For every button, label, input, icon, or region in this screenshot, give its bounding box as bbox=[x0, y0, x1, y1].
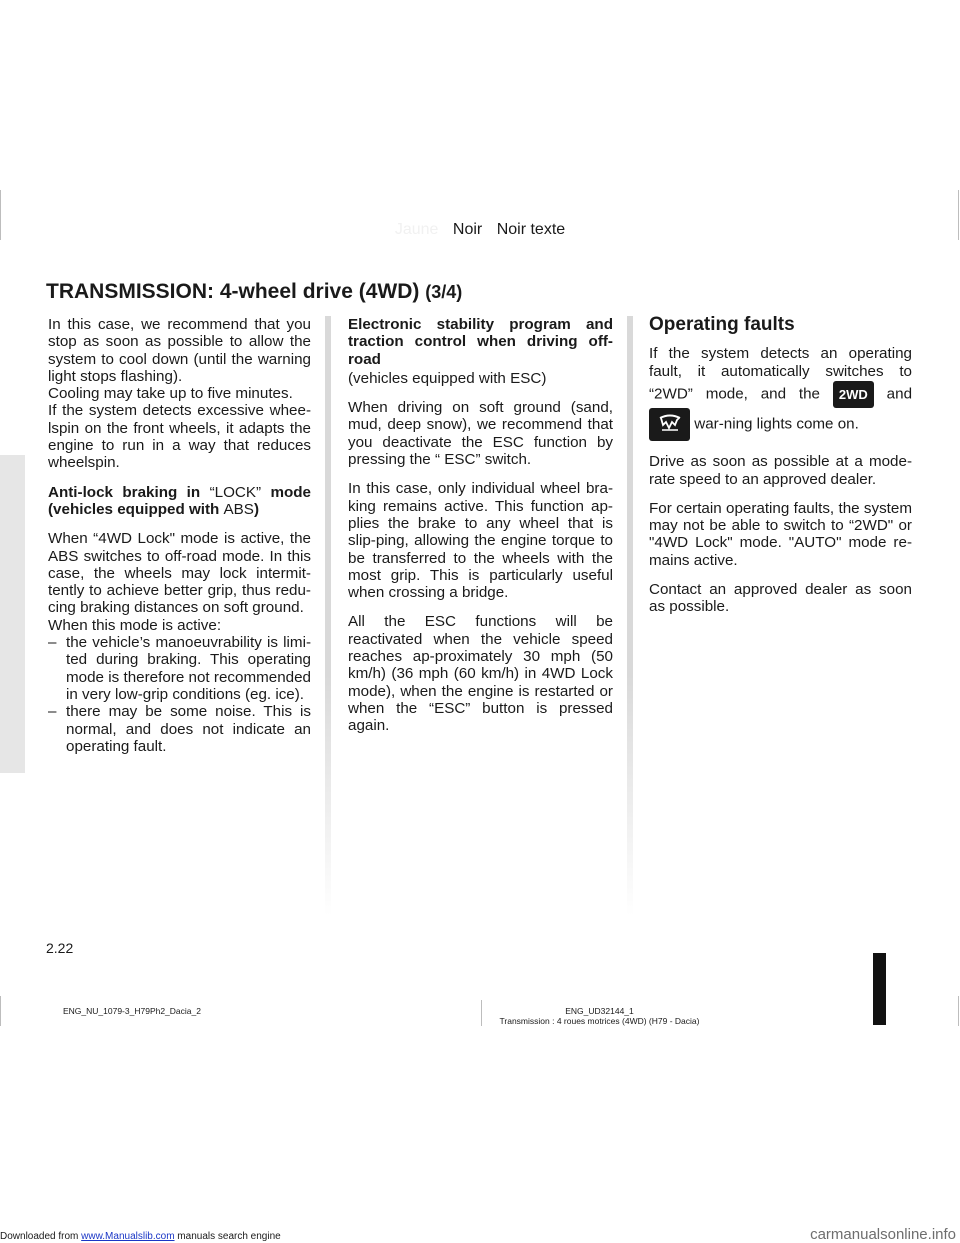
page-title bbox=[46, 280, 462, 304]
page-title-suffix: (3/4) bbox=[425, 282, 463, 302]
paragraph: In this case, we recommend that you stop as soon as possible to allow the system to cool down (until the warning light stops flashing). bbox=[48, 316, 311, 385]
heading-part: ) bbox=[253, 500, 259, 518]
chapter-marker bbox=[873, 953, 886, 1025]
paragraph: Cooling may take up to five minutes. bbox=[48, 385, 293, 403]
4wd-warning-icon bbox=[649, 408, 690, 441]
paragraph: For certain operating faults, the system may not be able to switch to “2WD" or "4WD Lock" mode. "AUTO" mode re-mains active. bbox=[649, 499, 912, 569]
abs-heading bbox=[48, 484, 311, 519]
paragraph bbox=[649, 345, 912, 441]
footer-code: ENG_UD32144_1 bbox=[565, 1006, 634, 1016]
heading-part: “LOCK” bbox=[209, 483, 262, 501]
list-item: – there may be some noise. This is normal, and does not indicate an operating fault. bbox=[48, 703, 311, 755]
2wd-warning-light-icon: 2WD bbox=[833, 381, 874, 408]
paragraph: In this case, only individual wheel bra-king remains active. This function ap-plies the brake to any wheel that is slip-ping, allowing the engine torque to be transferred to the wheels with the most grip. This is particularly useful when crossing a bridge. bbox=[348, 480, 613, 602]
manualslib-link[interactable]: www.Manualslib.com bbox=[81, 1231, 175, 1242]
watermark-site: carmanualsonline.info bbox=[810, 1226, 956, 1243]
column-divider bbox=[325, 316, 331, 916]
text-fragment: war-ning lights come on. bbox=[690, 415, 859, 433]
crop-mark bbox=[0, 996, 1, 1026]
column-2 bbox=[348, 316, 613, 747]
section-title: Operating faults bbox=[649, 314, 795, 335]
column-1 bbox=[48, 316, 311, 767]
heading-part: Anti-lock braking in bbox=[48, 483, 210, 501]
heading-part: ABS bbox=[223, 500, 254, 518]
bullet-list bbox=[48, 634, 311, 755]
esc-subheading: (vehicles equipped with ESC) bbox=[348, 369, 547, 387]
crop-mark bbox=[958, 996, 959, 1026]
color-label: Noir texte bbox=[496, 221, 566, 238]
text-fragment: If the system detects an operating fault, it automatically switches to “2WD” mode, and the bbox=[649, 345, 912, 403]
esc-heading: Electronic stability program and traction control when driving off-road bbox=[348, 316, 613, 368]
paragraph: When this mode is active: bbox=[48, 616, 222, 634]
color-separation-header bbox=[0, 221, 960, 239]
banner-text: manuals search engine bbox=[174, 1231, 281, 1242]
page-number: 2.22 bbox=[46, 940, 74, 956]
heading-part: mode (vehicles equipped with bbox=[48, 483, 311, 518]
paragraph: When “4WD Lock" mode is active, the ABS switches to off-road mode. In this case, the wheels may lock intermit-tently to achieve better grip, thus redu-cing braking distances on soft ground. bbox=[48, 530, 311, 617]
chapter-tab bbox=[0, 455, 25, 773]
footer-document-code: ENG_NU_1079-3_H79Ph2_Dacia_2 bbox=[63, 1006, 201, 1016]
paragraph: When driving on soft ground (sand, mud, deep snow), we recommend that you deactivate the ESC function by pressing the “ ESC” switch. bbox=[348, 399, 613, 469]
paragraph: All the ESC functions will be reactivated when the vehicle speed reaches ap-proximately 30 mph (50 km/h) (36 mph (60 km/h) in 4WD Lock mode), when the engine is restarted or when the “ESC” button is pressed again. bbox=[348, 613, 613, 735]
banner-text: Downloaded from bbox=[0, 1231, 82, 1242]
4wd-warning-icon-glyph bbox=[657, 412, 683, 436]
column-3 bbox=[649, 316, 912, 628]
color-label: Noir bbox=[452, 221, 483, 238]
paragraph: If the system detects excessive whee-lspin on the front wheels, it adapts the engine to run in a way that reduces wheelspin. bbox=[48, 402, 311, 472]
paragraph: Drive as soon as possible at a mode-rate speed to an approved dealer. bbox=[649, 453, 912, 488]
list-item: – the vehicle’s manoeuvrability is limi-ted during braking. This operating mode is therefore not recommended in very low-grip conditions (eg. ice). bbox=[48, 634, 311, 703]
paragraph: Contact an approved dealer as soon as possible. bbox=[649, 581, 912, 616]
footer-section-reference bbox=[480, 1006, 719, 1026]
text-fragment: and bbox=[873, 385, 913, 403]
footer-description: Transmission : 4 roues motrices (4WD) (H79 - Dacia) bbox=[499, 1016, 700, 1026]
color-label: Jaune bbox=[394, 221, 439, 238]
column-divider bbox=[627, 316, 633, 916]
page-title-text: TRANSMISSION: 4-wheel drive (4WD) bbox=[46, 280, 420, 303]
